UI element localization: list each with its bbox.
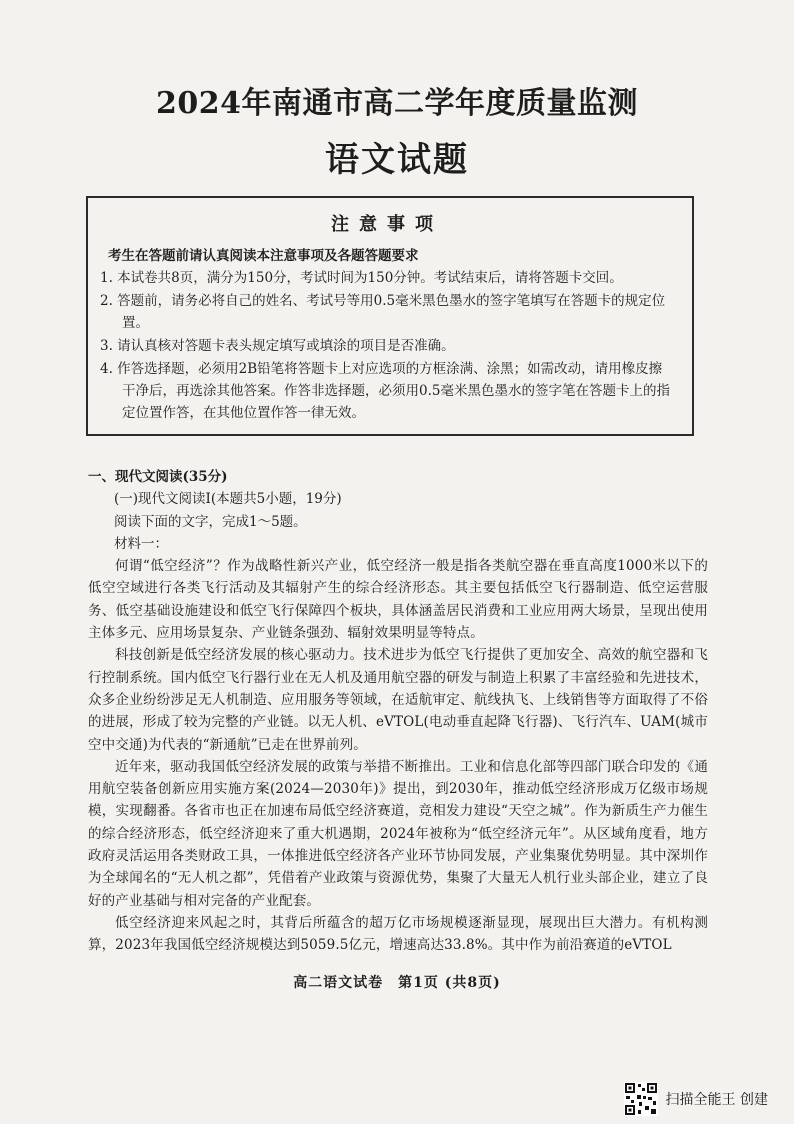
notice-item: 2. 答题前，请务必将自己的姓名、考试号等用0.5毫米黑色墨水的签字笔填写在答题卡的规定位置。 [100,293,666,331]
body-paragraph: 近年来，驱动我国低空经济发展的政策与举措不断推出。工业和信息化部等四部门联合印发的《通用航空装备创新应用实施方案(2024—2030年)》提出，到2030年，推动低空经济形成万亿级市场规模，实现翻番。各省市也正在加速布局低空经济赛道，竞相发力建设“天空之城”。作为新质生产力催生的综合经济形态，低空经济迎来了重大机遇期，2024年被称为“低空经济元年”。从区域角度看，地方政府灵活运用各类财政工具，一体推进低空经济各产业环节协同发展，产业集聚优势明显。其中深圳作为全球闻名的“无人机之都”，凭借着产业政策与资源优势，集聚了大量无人机行业头部企业，建立了良好的产业基础与相对完备的产业配套。 [88,758,708,909]
notice-box [86,196,694,436]
page-footer: 高二语文试卷 第1页 (共8页) [293,975,501,991]
page-subtitle: 语文试题 [325,140,469,180]
page-title: 2024年南通市高二学年度质量监测 [156,86,638,121]
qr-code-icon [624,1082,658,1116]
section-heading: 一、现代文阅读(35分) [88,469,228,485]
reading-section [88,466,708,957]
body-paragraph: 科技创新是低空经济发展的核心驱动力。技术进步为低空飞行提供了更加安全、高效的航空器和飞行控制系统。国内低空飞行器行业在无人机及通用航空器的研发与制造上积累了丰富经验和先进技术，众多企业纷纷涉足无人机制造、应用服务等领域，在适航审定、航线执飞、上线销售等方面取得了不俗的进展，形成了较为完整的产业链。以无人机、eVTOL(电动垂直起降飞行器)、飞行汽车、UAM(城市空中交通)为代表的“新通航”已走在世界前列。 [88,647,708,753]
material-label: 材料一： [114,535,168,552]
watermark-text: 扫描全能王 创建 [665,1092,768,1108]
scanner-watermark [624,1082,768,1116]
notice-heading: 注意事项 [331,214,443,235]
notice-lead: 考生在答题前请认真阅读本注意事项及各题答题要求 [108,248,419,264]
notice-item: 4. 作答选择题，必须用2B铅笔将答题卡上对应选项的方框涂满、涂黑；如需改动，请用橡皮擦干净后，再选涂其他答案。作答非选择题，必须用0.5毫米黑色墨水的签字笔在答题卡上的指定位置作答，在其他位置作答一律无效。 [100,361,670,421]
notice-item: 3. 请认真核对答题卡表头规定填写或填涂的项目是否准确。 [100,338,455,354]
instruction-text: 阅读下面的文字，完成1～5题。 [114,513,307,530]
body-paragraph: 何谓“低空经济”？作为战略性新兴产业，低空经济一般是指各类航空器在垂直高度1000米以下的低空空域进行各类飞行活动及其辐射产生的综合经济形态。其主要包括低空飞行器制造、低空运营服务、低空基础设施建设和低空飞行保障四个板块，具体涵盖居民消费和工业应用两大场景，呈现出使用主体多元、应用场景复杂、产业链条强劲、辐射效果明显等特点。 [88,558,708,642]
subsection-heading: (一)现代文阅读Ⅰ(本题共5小题，19分) [114,491,342,508]
notice-item: 1. 本试卷共8页，满分为150分，考试时间为150分钟。考试结束后，请将答题卡交回。 [100,270,623,286]
body-paragraph: 低空经济迎来风起之时，其背后所蕴含的超万亿市场规模逐渐显现，展现出巨大潜力。有机构测算，2023年我国低空经济规模达到5059.5亿元，增速高达33.8%。其中作为前沿赛道的eVTOL [88,914,708,954]
